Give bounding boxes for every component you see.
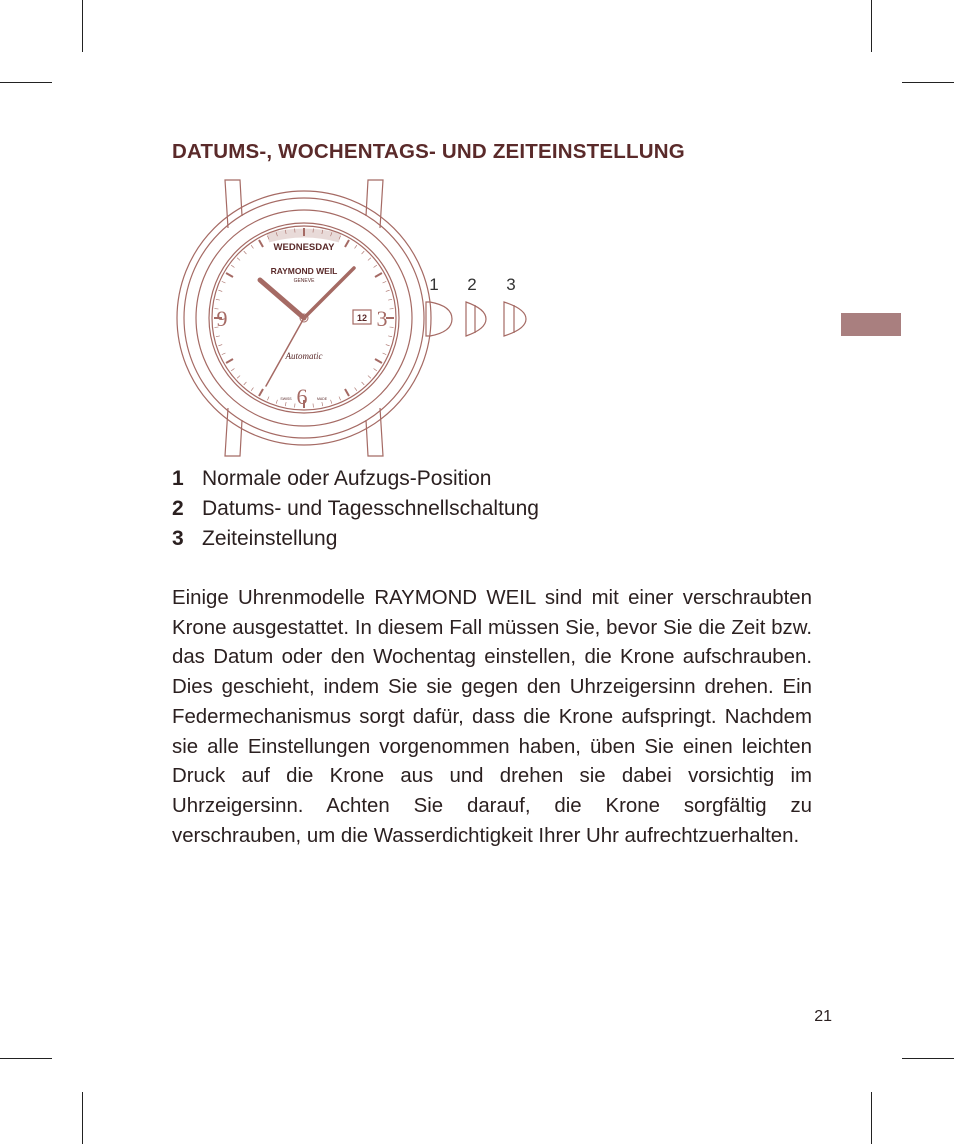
dial-tick	[218, 345, 222, 346]
dial-tick	[362, 382, 365, 385]
dial-tick	[222, 353, 226, 355]
dial-tick	[222, 281, 226, 283]
dial-tick	[383, 353, 387, 355]
list-item	[172, 494, 812, 524]
made-text: MADE	[316, 397, 328, 401]
body-paragraph: Einige Uhrenmodelle RAYMOND WEIL sind mit einer verschraubten Krone ausgestattet. In diesem Fall müssen Sie, bevor Sie die Zeit bzw. das Datum oder den Wochentag einstellen, die Krone aufschrauben. Dies geschieht, indem Sie sie gegen den Uhrzeigersinn drehen. Ein Federmechanismus sorgt dafür, dass die Krone aufspringt. Nachdem sie alle Einstellungen vorgenommen haben, üben Sie einen leichten Druck auf die Krone aus und drehen sie dabei vorsichtig im Uhrzeigersinn. Achten Sie darauf, die Krone sorgfältig zu verschrauben, um die Wasserdichtigkeit Ihrer Uhr aufrechtzuerhalten.	[172, 587, 812, 847]
swiss-text: SWISS	[280, 397, 292, 401]
setting-positions-list	[172, 464, 812, 554]
dial-tick	[285, 402, 286, 406]
dial-tick	[368, 376, 371, 379]
dial-tick	[237, 258, 240, 261]
dial-brand-text: RAYMOND WEIL	[270, 266, 338, 276]
dial-city-text: GENEVE	[293, 278, 315, 284]
dial-tick	[386, 290, 390, 291]
crop-mark	[82, 0, 83, 52]
dial-tick	[374, 369, 377, 371]
dial-tick	[216, 336, 220, 337]
dial-numeral-9: 9	[216, 306, 228, 331]
dial-tick	[251, 388, 253, 391]
dial-tick	[355, 245, 357, 248]
crop-mark	[871, 1092, 872, 1144]
dial-tick	[276, 400, 277, 404]
step-number: 1	[172, 467, 184, 490]
crop-mark	[0, 1058, 52, 1059]
crop-mark	[902, 1058, 954, 1059]
dial-tick	[218, 290, 222, 291]
day-window-text: WEDNESDAY	[273, 242, 335, 253]
watch-drawing	[170, 176, 540, 460]
dial-tick	[368, 258, 371, 261]
dial-script-text: Automatic	[285, 351, 323, 361]
step-text: Normale oder Aufzugs-Position	[202, 467, 492, 490]
step-number: 3	[172, 527, 184, 550]
list-item	[172, 524, 812, 554]
dial-tick	[226, 359, 233, 363]
section-heading: DATUMS-, WOCHENTAGS- UND ZEITEINSTELLUNG	[172, 140, 685, 163]
position-label-3: 3	[506, 275, 516, 294]
dial-tick	[259, 240, 263, 247]
dial-tick	[362, 251, 365, 254]
dial-tick	[388, 336, 392, 337]
dial-tick	[345, 240, 349, 247]
dial-tick	[231, 265, 234, 267]
dial-tick	[231, 369, 234, 371]
dial-tick	[331, 400, 332, 404]
list-item	[172, 464, 812, 494]
crop-mark	[902, 82, 954, 83]
dial-numeral-6: 6	[296, 384, 308, 409]
dial-tick	[375, 359, 382, 363]
section-tab-marker	[841, 313, 901, 336]
dial-tick	[244, 382, 247, 385]
dial-tick	[345, 389, 349, 396]
dial-tick	[244, 251, 247, 254]
page-number: 21	[814, 1008, 832, 1025]
dial-tick	[267, 397, 269, 401]
position-label-1: 1	[429, 275, 439, 294]
crop-mark	[871, 0, 872, 52]
dial-tick	[339, 397, 341, 401]
crop-mark	[82, 1092, 83, 1144]
dial-tick	[375, 273, 382, 277]
dial-tick	[388, 299, 392, 300]
step-number: 2	[172, 497, 184, 520]
dial-tick	[237, 376, 240, 379]
dial-tick	[322, 402, 323, 406]
date-window-text: 12	[356, 313, 368, 323]
step-text: Zeiteinstellung	[202, 527, 338, 550]
position-label-2: 2	[467, 275, 477, 294]
dial-tick	[386, 345, 390, 346]
crop-mark	[0, 82, 52, 83]
dial-tick	[374, 265, 377, 267]
dial-numeral-3: 3	[376, 306, 388, 331]
dial-tick	[259, 389, 263, 396]
dial-tick	[251, 245, 253, 248]
step-text: Datums- und Tagesschnellschaltung	[202, 497, 539, 520]
dial-tick	[216, 299, 220, 300]
dial-tick	[355, 388, 357, 391]
dial-tick	[383, 281, 387, 283]
watch-illustration	[170, 176, 540, 460]
dial-tick	[226, 273, 233, 277]
